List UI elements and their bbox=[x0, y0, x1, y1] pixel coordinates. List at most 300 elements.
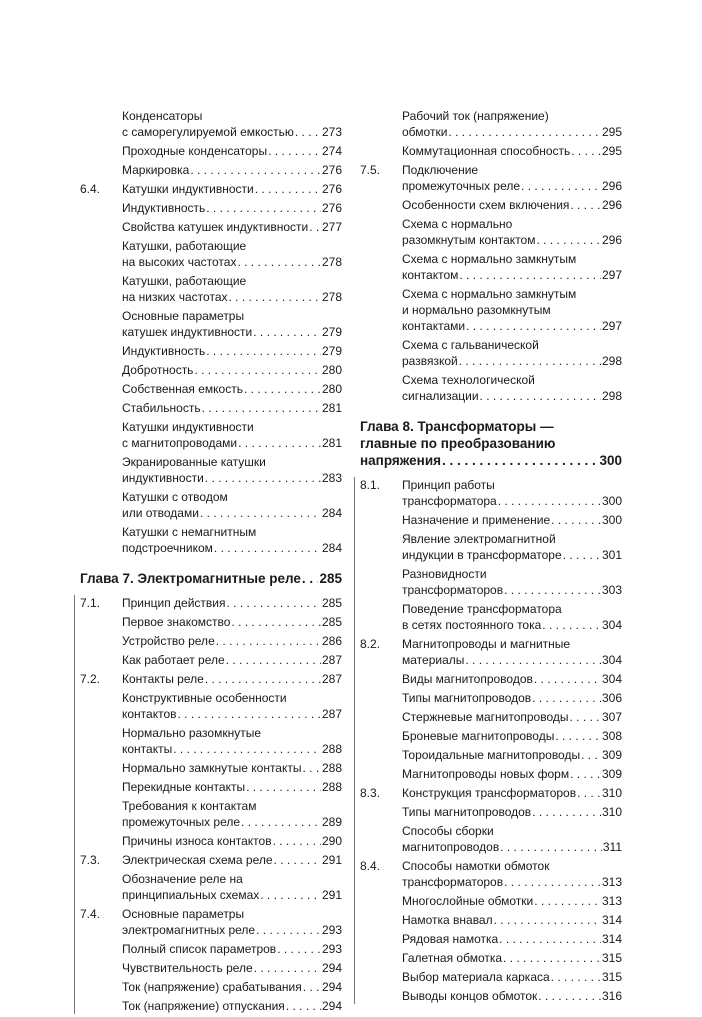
entry-title-row bbox=[122, 779, 342, 795]
toc-section[interactable] bbox=[80, 181, 342, 197]
page-number: 286 bbox=[321, 634, 342, 648]
entry-body bbox=[402, 804, 622, 820]
entry-body bbox=[122, 906, 342, 938]
toc-subsection[interactable] bbox=[360, 143, 622, 159]
entry-title-line: Подключение bbox=[402, 163, 479, 177]
entry-body bbox=[402, 709, 622, 725]
page-number: 295 bbox=[601, 144, 622, 158]
entry-title-row bbox=[122, 887, 342, 903]
toc-subsection[interactable] bbox=[80, 273, 342, 305]
dot-leader bbox=[309, 219, 321, 235]
page-number: 273 bbox=[321, 125, 342, 139]
entry-body bbox=[402, 216, 622, 248]
toc-subsection[interactable] bbox=[360, 804, 622, 820]
entry-title-line: и нормально разомкнутым bbox=[402, 303, 551, 317]
entry-body bbox=[402, 988, 622, 1004]
toc-subsection[interactable] bbox=[80, 143, 342, 159]
entry-body bbox=[122, 362, 342, 378]
dot-leader bbox=[229, 289, 321, 305]
section-number: 6.4. bbox=[80, 182, 101, 196]
entry-title-line: Особенности схем включения bbox=[402, 198, 570, 212]
page-number: 276 bbox=[321, 182, 342, 196]
toc-subsection[interactable] bbox=[80, 871, 342, 903]
page-number: 296 bbox=[601, 198, 622, 212]
dot-leader bbox=[534, 893, 601, 909]
section-number: 8.3. bbox=[360, 786, 381, 800]
entry-title-line: Экранированные катушки bbox=[122, 455, 266, 469]
toc-subsection[interactable] bbox=[360, 286, 622, 334]
toc-subsection[interactable] bbox=[360, 337, 622, 369]
entry-body bbox=[122, 671, 342, 687]
entry-title-line: Явление электромагнитной bbox=[402, 532, 556, 546]
dot-leader bbox=[295, 124, 321, 140]
toc-subsection[interactable] bbox=[80, 308, 342, 340]
dot-leader bbox=[206, 200, 321, 216]
entry-title-line: Чувствительность реле bbox=[122, 961, 253, 975]
toc-subsection[interactable] bbox=[360, 931, 622, 947]
entry-title-line: Индуктивность bbox=[122, 201, 206, 215]
entry-title-row bbox=[402, 671, 622, 687]
toc-subsection[interactable] bbox=[80, 779, 342, 795]
entry-title-row bbox=[122, 671, 342, 687]
entry-body bbox=[402, 477, 622, 509]
entry-title-line: или отводами bbox=[122, 506, 199, 520]
entry-title-line: Выбор материала каркаса bbox=[402, 970, 550, 984]
toc-subsection[interactable] bbox=[360, 969, 622, 985]
entry-title-row bbox=[122, 181, 342, 197]
dot-leader bbox=[226, 652, 321, 668]
page-number: 290 bbox=[321, 834, 342, 848]
entry-body bbox=[402, 766, 622, 782]
toc-subsection[interactable] bbox=[80, 614, 342, 630]
toc-subsection[interactable] bbox=[360, 251, 622, 283]
chapter-title-line: Глава 8. Трансформаторы — bbox=[360, 419, 554, 434]
entry-title-line: Схема с гальванической bbox=[402, 338, 539, 352]
entry-title-row bbox=[122, 741, 342, 757]
toc-section[interactable] bbox=[360, 477, 622, 509]
entry-title-row bbox=[122, 614, 342, 630]
entry-title-line: Требования к контактам bbox=[122, 799, 257, 813]
page-number: 300 bbox=[599, 453, 622, 468]
toc-subsection[interactable] bbox=[360, 823, 622, 855]
entry-title-line: Тороидальные магнитопроводы bbox=[402, 748, 581, 762]
toc-subsection[interactable] bbox=[360, 950, 622, 966]
entry-title-row bbox=[122, 852, 342, 868]
entry-body bbox=[402, 858, 622, 890]
entry-title-line: индуктивности bbox=[122, 471, 204, 485]
toc-section[interactable] bbox=[360, 858, 622, 890]
section-number: 7.5. bbox=[360, 163, 381, 177]
entry-body bbox=[122, 200, 342, 216]
entry-title-line: Поведение трансформатора bbox=[402, 602, 562, 616]
toc-section[interactable] bbox=[80, 671, 342, 687]
dot-leader bbox=[274, 852, 321, 868]
entry-title-line: Схема технологической bbox=[402, 373, 535, 387]
toc-subsection[interactable] bbox=[360, 728, 622, 744]
section-number: 7.4. bbox=[80, 907, 101, 921]
toc-section[interactable] bbox=[80, 906, 342, 938]
entry-body bbox=[122, 633, 342, 649]
page-number: 313 bbox=[601, 875, 622, 889]
section-number: 7.3. bbox=[80, 853, 101, 867]
entry-title-line: Конденсаторы bbox=[122, 109, 203, 123]
entry-title-line: сигнализации bbox=[402, 389, 479, 403]
chapter-heading[interactable] bbox=[360, 418, 622, 469]
entry-title-row bbox=[402, 893, 622, 909]
section-guide-rule bbox=[74, 595, 75, 1014]
toc-subsection[interactable] bbox=[80, 419, 342, 451]
entry-title-row bbox=[402, 690, 622, 706]
entry-body bbox=[122, 852, 342, 868]
entry-title-row bbox=[122, 435, 342, 451]
entry-title-line: Конструктивные особенности bbox=[122, 691, 287, 705]
section-number: 8.1. bbox=[360, 478, 381, 492]
dot-leader bbox=[277, 941, 321, 957]
entry-title-row bbox=[122, 400, 342, 416]
entry-body bbox=[122, 381, 342, 397]
entry-body bbox=[122, 998, 342, 1014]
entry-title-line: Нормально замкнутые контакты bbox=[122, 761, 302, 775]
toc-subsection[interactable] bbox=[360, 601, 622, 633]
entry-title-row bbox=[122, 289, 342, 305]
entry-title-line: Способы сборки bbox=[402, 824, 494, 838]
toc-subsection[interactable] bbox=[80, 633, 342, 649]
toc-subsection[interactable] bbox=[80, 960, 342, 976]
dot-leader bbox=[216, 633, 321, 649]
dot-leader bbox=[500, 839, 602, 855]
dot-leader bbox=[521, 178, 601, 194]
entry-title-line: контактом bbox=[402, 268, 459, 282]
entry-title-row bbox=[402, 747, 622, 763]
toc-subsection[interactable] bbox=[360, 372, 622, 404]
page-number: 280 bbox=[321, 363, 342, 377]
entry-title-line: в сетях постоянного тока bbox=[402, 618, 542, 632]
entry-title-line: Рабочий ток (напряжение) bbox=[402, 109, 549, 123]
entry-title-line: Полный список параметров bbox=[122, 942, 277, 956]
entry-body bbox=[402, 893, 622, 909]
entry-body bbox=[122, 941, 342, 957]
dot-leader bbox=[542, 617, 601, 633]
toc-section[interactable] bbox=[360, 785, 622, 801]
entry-title-line: Выводы концов обмоток bbox=[402, 989, 538, 1003]
entry-title-row bbox=[402, 547, 622, 563]
toc-subsection[interactable] bbox=[80, 381, 342, 397]
page-number: 293 bbox=[321, 923, 342, 937]
entry-title-line: Схема с нормально замкнутым bbox=[402, 252, 577, 266]
entry-body bbox=[402, 337, 622, 369]
entry-body bbox=[122, 400, 342, 416]
toc-subsection[interactable] bbox=[80, 998, 342, 1014]
dot-leader bbox=[238, 435, 321, 451]
toc-subsection[interactable] bbox=[80, 690, 342, 722]
chapter-title-line: главные по преобразованию bbox=[360, 436, 556, 451]
dot-leader bbox=[194, 362, 321, 378]
entry-title-row bbox=[402, 232, 622, 248]
dot-leader bbox=[241, 814, 321, 830]
page-number: 289 bbox=[321, 815, 342, 829]
dot-leader bbox=[499, 931, 601, 947]
entry-title-row bbox=[402, 988, 622, 1004]
entry-title-line: Схема с нормально bbox=[402, 217, 513, 231]
toc-subsection[interactable] bbox=[80, 108, 342, 140]
entry-title-line: Способы намотки обмоток bbox=[402, 859, 550, 873]
entry-body bbox=[122, 238, 342, 270]
entry-title-row bbox=[402, 766, 622, 782]
entry-title-row bbox=[122, 652, 342, 668]
page-number: 314 bbox=[601, 932, 622, 946]
entry-body bbox=[402, 531, 622, 563]
dot-leader bbox=[534, 671, 601, 687]
entry-title-row bbox=[402, 804, 622, 820]
entry-body bbox=[402, 950, 622, 966]
dot-leader bbox=[563, 547, 601, 563]
entry-title-line: Перекидные контакты bbox=[122, 780, 246, 794]
toc-subsection[interactable] bbox=[360, 108, 622, 140]
dot-leader bbox=[442, 452, 598, 469]
entry-title-line: контакты bbox=[122, 742, 173, 756]
page-number: 278 bbox=[321, 290, 342, 304]
page-number: 287 bbox=[321, 653, 342, 667]
entry-body bbox=[122, 143, 342, 159]
entry-title-row bbox=[122, 124, 342, 140]
entry-title-row bbox=[122, 162, 342, 178]
entry-title-row bbox=[402, 617, 622, 633]
entry-title-row bbox=[122, 254, 342, 270]
entry-title-line: Ток (напряжение) срабатывания bbox=[122, 980, 302, 994]
entry-body bbox=[402, 512, 622, 528]
entry-body bbox=[402, 912, 622, 928]
toc-subsection[interactable] bbox=[80, 979, 342, 995]
entry-body bbox=[122, 454, 342, 486]
entry-title-row bbox=[402, 318, 622, 334]
entry-title-row bbox=[402, 912, 622, 928]
entry-body bbox=[122, 960, 342, 976]
entry-title-row bbox=[122, 595, 342, 611]
entry-title-line: Галетная обмотка bbox=[402, 951, 503, 965]
toc-subsection[interactable] bbox=[80, 489, 342, 521]
toc-column-left bbox=[80, 108, 342, 1017]
page-number: 294 bbox=[321, 961, 342, 975]
entry-title-row bbox=[122, 219, 342, 235]
entry-body bbox=[402, 823, 622, 855]
entry-body bbox=[402, 162, 622, 194]
dot-leader bbox=[494, 912, 601, 928]
entry-title-line: Устройство реле bbox=[122, 634, 215, 648]
entry-title-row bbox=[122, 343, 342, 359]
toc-subsection[interactable] bbox=[80, 200, 342, 216]
dot-leader bbox=[480, 388, 601, 404]
page-number: 297 bbox=[601, 268, 622, 282]
entry-body bbox=[402, 108, 622, 140]
toc-section[interactable] bbox=[80, 595, 342, 611]
dot-leader bbox=[253, 324, 321, 340]
dot-leader bbox=[570, 197, 601, 213]
page-number: 284 bbox=[321, 506, 342, 520]
entry-body bbox=[402, 671, 622, 687]
page-number: 285 bbox=[321, 615, 342, 629]
dot-leader bbox=[214, 540, 321, 556]
entry-title-line: Причины износа контактов bbox=[122, 834, 272, 848]
toc-column-right bbox=[360, 108, 622, 1007]
toc-subsection[interactable] bbox=[360, 512, 622, 528]
page-number: 311 bbox=[602, 840, 622, 854]
chapter-title-row bbox=[80, 570, 342, 587]
page-number: 276 bbox=[321, 201, 342, 215]
page-number: 307 bbox=[601, 710, 622, 724]
toc-subsection[interactable] bbox=[360, 988, 622, 1004]
entry-body bbox=[402, 197, 622, 213]
entry-title-line: Собственная емкость bbox=[122, 382, 243, 396]
dot-leader bbox=[465, 652, 601, 668]
entry-title-line: контактов bbox=[122, 707, 177, 721]
entry-body bbox=[122, 833, 342, 849]
entry-title-line: Принцип действия bbox=[122, 596, 226, 610]
entry-body bbox=[402, 251, 622, 283]
toc-subsection[interactable] bbox=[360, 531, 622, 563]
toc-subsection[interactable] bbox=[80, 524, 342, 556]
dot-leader bbox=[286, 998, 321, 1014]
toc-subsection[interactable] bbox=[80, 798, 342, 830]
section-number: 7.1. bbox=[80, 596, 101, 610]
entry-title-row bbox=[402, 388, 622, 404]
entry-title-line: трансформаторов bbox=[402, 583, 504, 597]
page-number: 288 bbox=[321, 742, 342, 756]
entry-title-line: Разновидности bbox=[402, 567, 487, 581]
entry-body bbox=[122, 108, 342, 140]
toc-subsection[interactable] bbox=[80, 941, 342, 957]
entry-title-line: Намотка внавал bbox=[402, 913, 493, 927]
page-number: 308 bbox=[601, 729, 622, 743]
toc-subsection[interactable] bbox=[80, 219, 342, 235]
entry-body bbox=[122, 162, 342, 178]
toc-subsection[interactable] bbox=[80, 238, 342, 270]
dot-leader bbox=[504, 582, 601, 598]
entry-title-line: разомкнутым контактом bbox=[402, 233, 536, 247]
toc-subsection[interactable] bbox=[80, 725, 342, 757]
toc-section[interactable] bbox=[80, 852, 342, 868]
chapter-title-line: Глава 7. Электромагнитные реле bbox=[80, 571, 301, 586]
entry-title-line: Типы магнитопроводов bbox=[402, 805, 532, 819]
entry-title-line: Обозначение реле на bbox=[122, 872, 243, 886]
entry-title-line: Виды магнитопроводов bbox=[402, 672, 533, 686]
toc-section[interactable] bbox=[360, 636, 622, 668]
toc-subsection[interactable] bbox=[360, 893, 622, 909]
entry-title-line: Индуктивность bbox=[122, 344, 206, 358]
entry-title-line: Как работает реле bbox=[122, 653, 225, 667]
page-number: 306 bbox=[601, 691, 622, 705]
page-number: 295 bbox=[601, 125, 622, 139]
entry-title-line: Ток (напряжение) отпускания bbox=[122, 999, 285, 1013]
toc-subsection[interactable] bbox=[80, 760, 342, 776]
page-number: 287 bbox=[321, 707, 342, 721]
entry-title-line: промежуточных реле bbox=[122, 815, 241, 829]
page-number: 315 bbox=[601, 970, 622, 984]
dot-leader bbox=[448, 124, 601, 140]
entry-body bbox=[122, 181, 342, 197]
section-number: 8.2. bbox=[360, 637, 381, 651]
toc-subsection[interactable] bbox=[80, 454, 342, 486]
toc-subsection[interactable] bbox=[80, 343, 342, 359]
page-number: 313 bbox=[601, 894, 622, 908]
entry-title-row bbox=[122, 381, 342, 397]
entry-title-row bbox=[122, 979, 342, 995]
toc-subsection[interactable] bbox=[360, 216, 622, 248]
entry-body bbox=[402, 728, 622, 744]
entry-title-row bbox=[402, 197, 622, 213]
dot-leader bbox=[532, 690, 601, 706]
toc-subsection[interactable] bbox=[360, 747, 622, 763]
entry-title-line: Катушки, работающие bbox=[122, 274, 247, 288]
page-number: 293 bbox=[321, 942, 342, 956]
entry-title-row bbox=[122, 540, 342, 556]
entry-title-line: трансформатора bbox=[402, 494, 497, 508]
page-number: 280 bbox=[321, 382, 342, 396]
page-number: 309 bbox=[601, 767, 622, 781]
toc-subsection[interactable] bbox=[80, 362, 342, 378]
entry-title-row bbox=[402, 969, 622, 985]
toc-subsection[interactable] bbox=[360, 690, 622, 706]
toc-subsection[interactable] bbox=[360, 709, 622, 725]
dot-leader bbox=[273, 833, 321, 849]
page-number: 304 bbox=[601, 653, 622, 667]
dot-leader bbox=[538, 988, 601, 1004]
page-number: 288 bbox=[321, 761, 342, 775]
toc-subsection[interactable] bbox=[360, 566, 622, 598]
page-number: 278 bbox=[321, 255, 342, 269]
entry-title-line: Проходные конденсаторы bbox=[122, 144, 268, 158]
page-number: 303 bbox=[601, 583, 622, 597]
entry-title-line: с саморегулируемой емкостью bbox=[122, 125, 294, 139]
dot-leader bbox=[302, 760, 320, 776]
toc-subsection[interactable] bbox=[360, 197, 622, 213]
dot-leader bbox=[173, 741, 321, 757]
page-number: 301 bbox=[601, 548, 622, 562]
entry-title-line: контактами bbox=[402, 319, 466, 333]
toc-subsection[interactable] bbox=[80, 652, 342, 668]
toc-subsection[interactable] bbox=[80, 162, 342, 178]
toc-subsection[interactable] bbox=[80, 400, 342, 416]
toc-subsection[interactable] bbox=[80, 833, 342, 849]
page-number: 288 bbox=[321, 780, 342, 794]
entry-title-line: Катушки, работающие bbox=[122, 239, 247, 253]
page-number: 304 bbox=[601, 618, 622, 632]
dot-leader bbox=[205, 470, 321, 486]
page-number: 281 bbox=[321, 436, 342, 450]
entry-body bbox=[122, 779, 342, 795]
page-number: 283 bbox=[321, 471, 342, 485]
dot-leader bbox=[504, 874, 601, 890]
dot-leader bbox=[503, 950, 601, 966]
dot-leader bbox=[577, 785, 601, 801]
entry-body bbox=[122, 308, 342, 340]
section-number: 7.2. bbox=[80, 672, 101, 686]
toc-subsection[interactable] bbox=[360, 766, 622, 782]
page-number: 298 bbox=[601, 354, 622, 368]
entry-title-line: обмотки bbox=[402, 125, 448, 139]
chapter-heading[interactable] bbox=[80, 570, 342, 587]
entry-title-row bbox=[402, 950, 622, 966]
entry-title-row bbox=[402, 652, 622, 668]
dot-leader bbox=[459, 267, 601, 283]
toc-section[interactable] bbox=[360, 162, 622, 194]
entry-title-line: принципиальных схемах bbox=[122, 888, 260, 902]
toc-subsection[interactable] bbox=[360, 912, 622, 928]
entry-title-line: на высоких частотах bbox=[122, 255, 237, 269]
toc-subsection[interactable] bbox=[360, 671, 622, 687]
entry-title-line: Стабильность bbox=[122, 401, 201, 415]
entry-title-row bbox=[122, 922, 342, 938]
entry-body bbox=[122, 273, 342, 305]
